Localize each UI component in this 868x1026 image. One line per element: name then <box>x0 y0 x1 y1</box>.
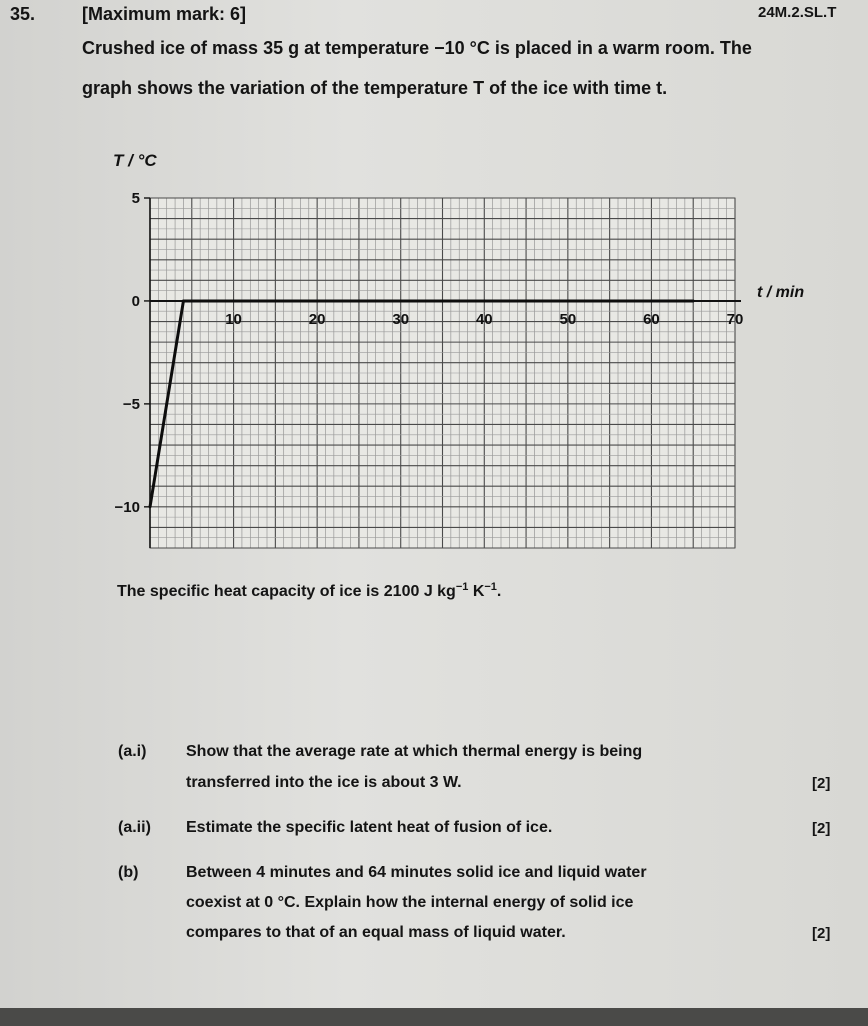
question-number: 35. <box>10 4 36 24</box>
unit-exponent-k: −1 <box>484 581 497 593</box>
specific-heat-text: The specific heat capacity of ice is 2100 J kg <box>117 583 456 600</box>
x-tick-label: 60 <box>643 310 660 328</box>
intro-line-2: graph shows the variation of the temperature T of the ice with time t. <box>82 78 668 98</box>
x-tick-label: 20 <box>308 310 326 328</box>
paper-code: 24M.2.SL.T <box>758 4 837 21</box>
part-b-line-1: Between 4 minutes and 64 minutes solid ice and liquid water <box>186 864 647 881</box>
y-tick-label: −10 <box>114 498 140 516</box>
x-tick-label: 10 <box>225 310 242 328</box>
part-b-line-2: coexist at 0 °C. Explain how the internal energy of solid ice <box>186 894 634 911</box>
x-tick-label: 70 <box>726 310 744 328</box>
chart-grid <box>150 198 735 548</box>
y-tick-label: 0 <box>131 292 140 310</box>
x-tick-label: 50 <box>559 310 577 328</box>
part-b-marks: [2] <box>812 925 831 942</box>
y-tick-label: −5 <box>122 395 140 413</box>
x-tick-label: 40 <box>475 310 493 328</box>
part-b-line-3: compares to that of an equal mass of liquid water. <box>186 924 566 941</box>
part-a-i-line-2: transferred into the ice is about 3 W. <box>186 774 462 791</box>
part-a-ii-marks: [2] <box>812 820 831 837</box>
unit-kelvin: K <box>468 583 485 600</box>
part-a-i-label: (a.i) <box>118 743 147 760</box>
data-point <box>149 505 152 508</box>
part-a-i-marks: [2] <box>812 775 831 792</box>
y-axis-label: T / °C <box>113 151 157 170</box>
part-b-label: (b) <box>118 864 139 881</box>
x-axis-label: t / min <box>757 283 805 301</box>
data-point <box>692 300 695 303</box>
specific-heat-statement <box>117 581 501 601</box>
data-point <box>182 300 185 303</box>
max-mark: [Maximum mark: 6] <box>82 4 247 24</box>
full-stop: . <box>496 583 502 600</box>
intro-line-1: Crushed ice of mass 35 g at temperature −10 °C is placed in a warm room. The <box>82 38 752 58</box>
unit-exponent-kg: −1 <box>455 581 469 593</box>
part-a-i-line-1: Show that the average rate at which thermal energy is being <box>186 743 643 760</box>
data-point <box>683 300 686 303</box>
part-a-ii-line-1: Estimate the specific latent heat of fusion of ice. <box>186 819 553 836</box>
part-a-ii-label: (a.ii) <box>118 819 151 836</box>
x-tick-label: 30 <box>392 310 410 328</box>
y-tick-label: 5 <box>131 190 140 207</box>
